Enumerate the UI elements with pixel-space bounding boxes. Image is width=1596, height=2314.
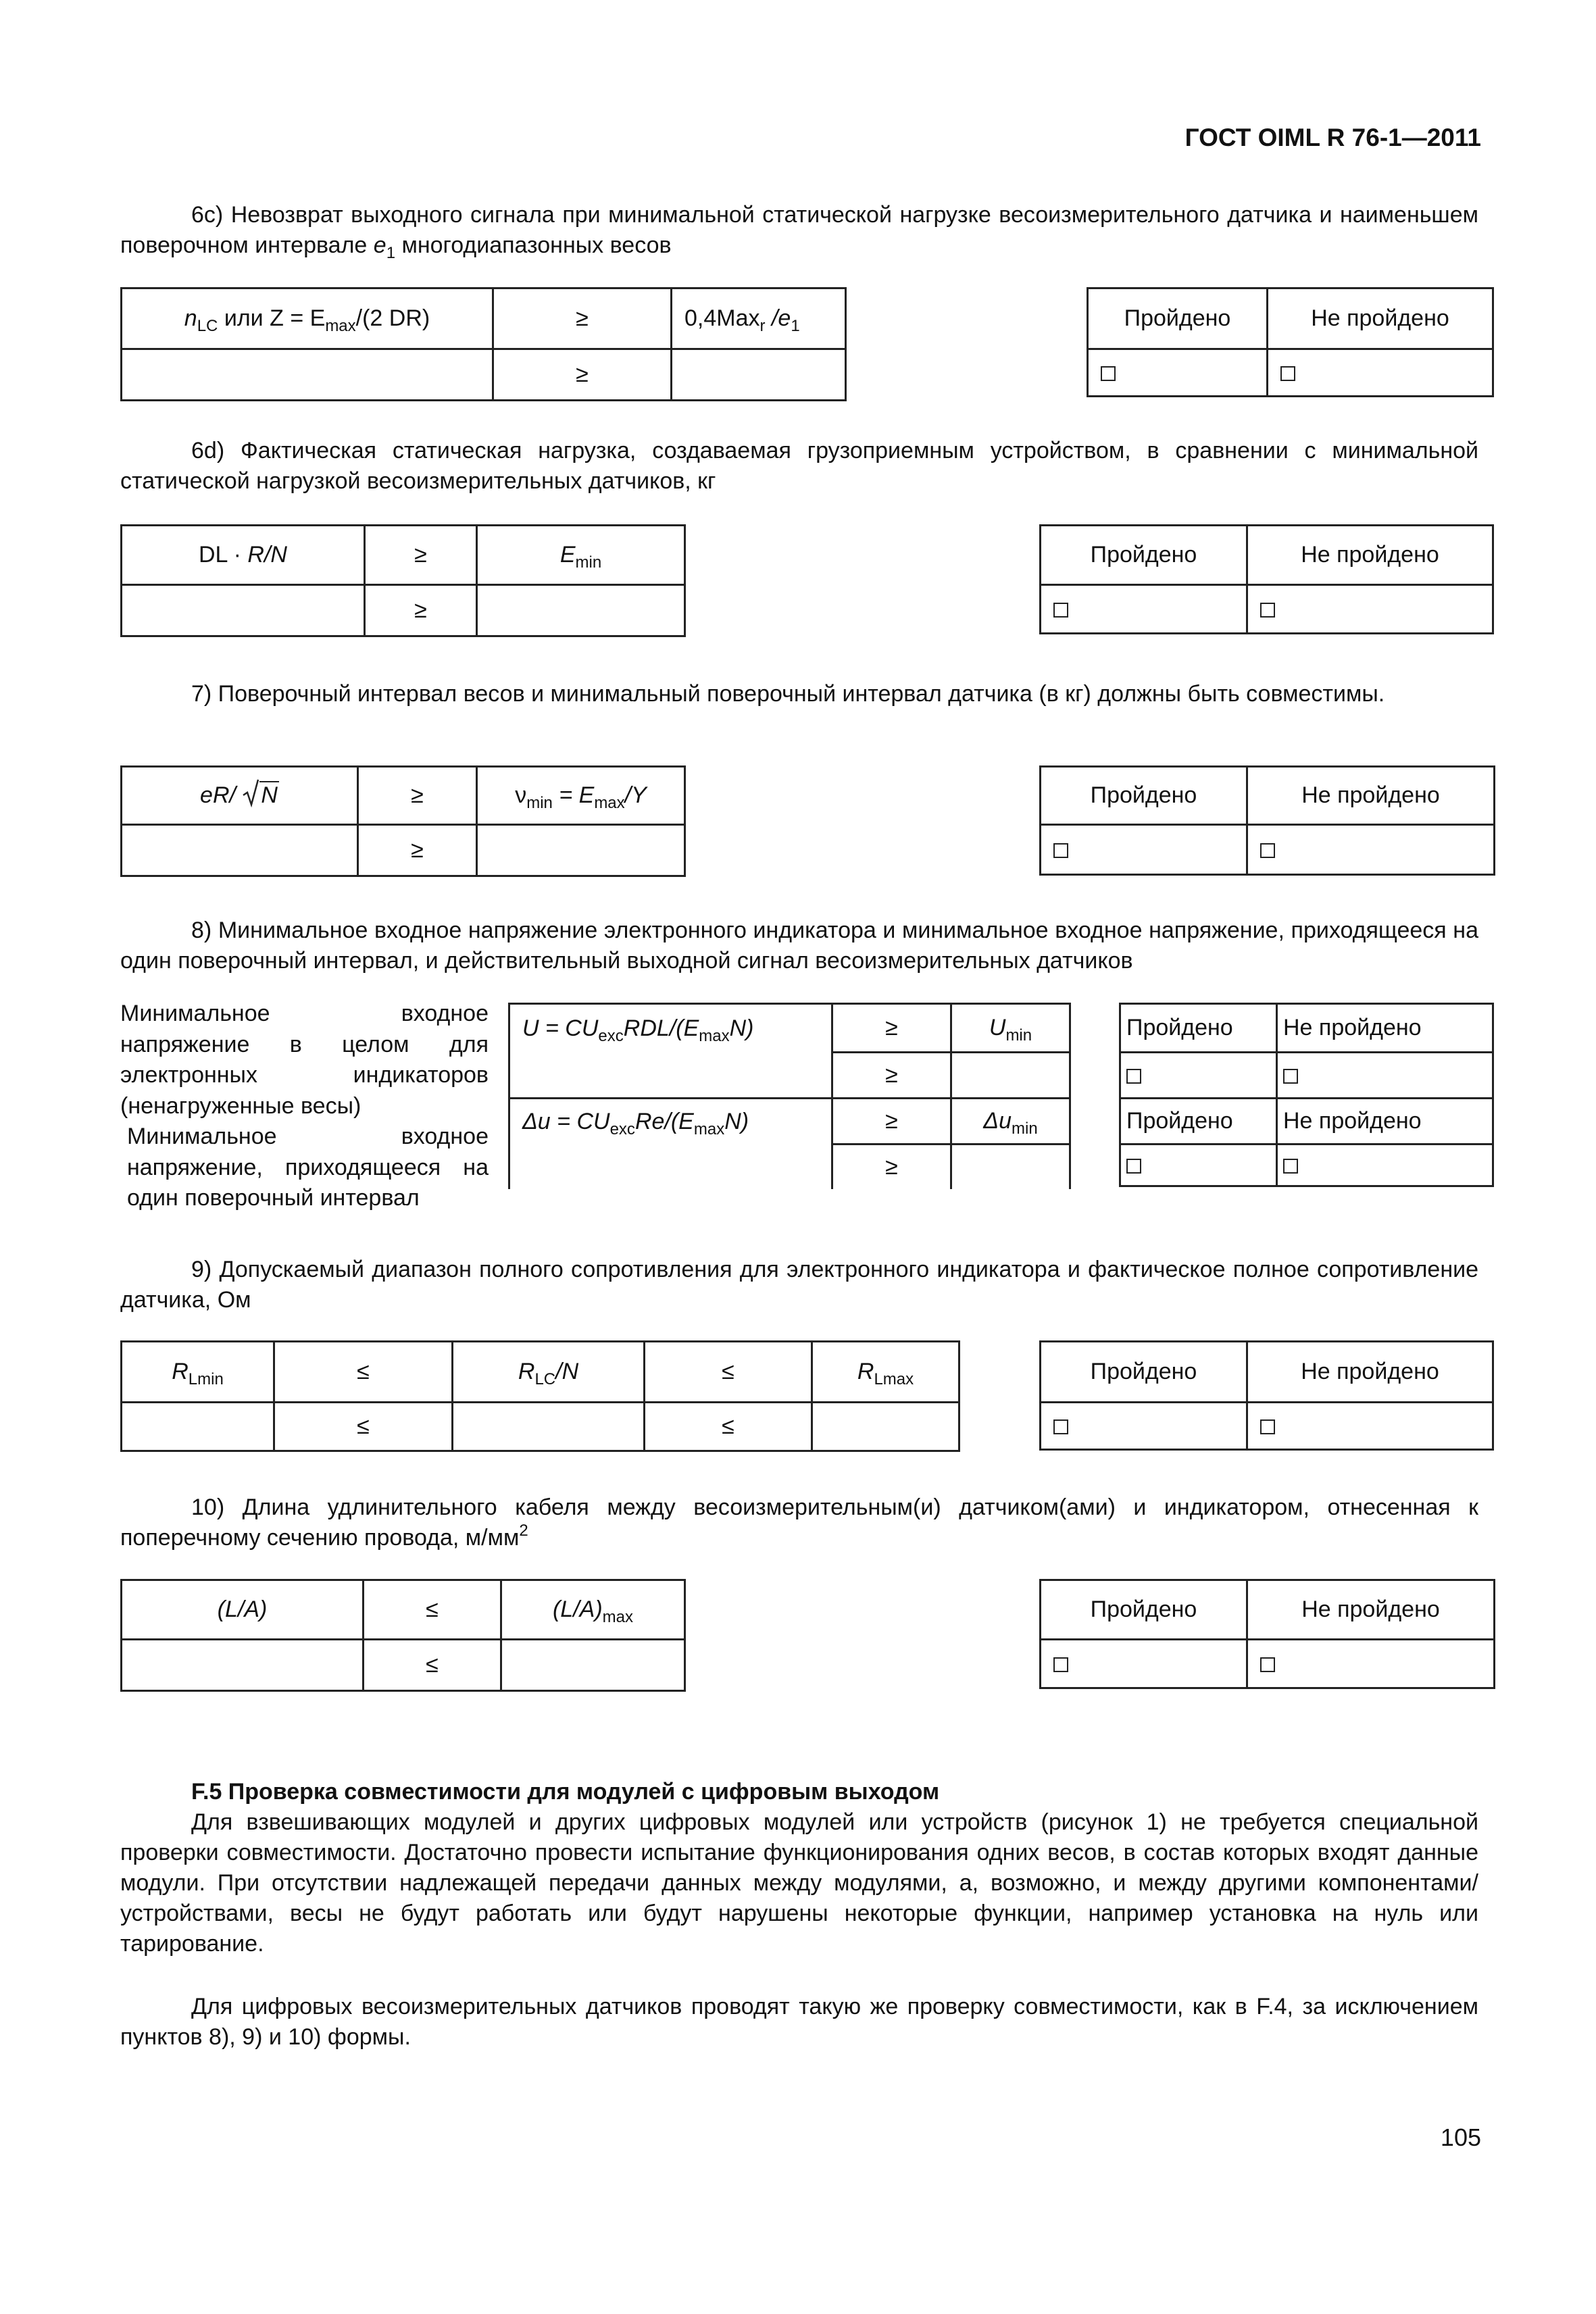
table-8-formula (508, 1003, 1071, 1189)
pass-label: Пройдено (1041, 767, 1247, 825)
fail-label: Не пройдено (1277, 1004, 1493, 1053)
section-6d-text: 6d) Фактическая статическая нагрузка, создаваемая грузоприемным устройством, в сравнении с минимальной статической нагрузкой весоизмерительных датчиков, кг (120, 438, 1478, 494)
table-10-result (1039, 1579, 1495, 1689)
formula-cell: $R_{LC}/N$ (453, 1342, 645, 1403)
le-sign: ≤ (274, 1403, 453, 1451)
le-sign: ≤ (364, 1640, 501, 1691)
fail-label: Не пройдено (1247, 526, 1493, 585)
section-8-labels (120, 999, 489, 1214)
value-input-cell[interactable] (122, 825, 358, 876)
table-7-result (1039, 765, 1495, 876)
ge-sign: ≥ (832, 1004, 951, 1053)
section-10-text: 10) Длина удлинительного кабеля между весоизмерительным(и) датчиком(ами) и индикатором, отнесенная к поперечному сечению провода, $м/мм^2$ (120, 1494, 1478, 1551)
le-sign: ≤ (645, 1342, 812, 1403)
value-input-cell[interactable] (951, 1145, 1070, 1189)
value-input-cell[interactable] (453, 1403, 645, 1451)
fail-checkbox-cell (1247, 825, 1495, 875)
table-8-result (1119, 1003, 1494, 1187)
fail-checkbox-cell (1247, 1640, 1495, 1688)
le-sign: ≤ (364, 1580, 501, 1640)
formula-cell: 0,4Max$_r$ $/e_1$ (672, 288, 846, 349)
fail-label: Не пройдено (1277, 1099, 1493, 1145)
fail-checkbox-cell (1277, 1145, 1493, 1186)
value-input-cell[interactable] (509, 1145, 832, 1189)
formula-cell: (L/A) (122, 1580, 364, 1640)
pass-label: Пройдено (1120, 1099, 1277, 1145)
checkbox[interactable] (1126, 1159, 1141, 1174)
ge-sign: ≥ (493, 288, 672, 349)
pass-checkbox-cell (1041, 1640, 1247, 1688)
checkbox[interactable] (1053, 843, 1068, 858)
checkbox[interactable] (1283, 1069, 1298, 1084)
section-6c-text: 6с) Невозврат выходного сигнала при минимальной статической нагрузке весоизмерительного датчика и наименьшем поверочном интервале $e_1$ многодиапазонных весов (120, 202, 1478, 262)
fail-checkbox-cell (1247, 585, 1493, 634)
formula-cell: $E_{min}$ (477, 526, 685, 585)
section-f5-paragraph-2: Для цифровых весоизмерительных датчиков проводят такую же проверку совместимости, как в F.4, за исключением пунктов 8), 9) и 10) формы. (120, 1994, 1478, 2050)
formula-cell: $\Delta u_{min}$ (951, 1099, 1070, 1145)
label-min-input-voltage: Минимальное входное напряжение в целом для электронных индикаторов (ненагруженные весы) (120, 1001, 489, 1119)
formula-cell: eR/ N (122, 767, 358, 825)
checkbox[interactable] (1260, 1419, 1275, 1434)
square-root-icon: N (242, 780, 279, 811)
checkbox[interactable] (1283, 1159, 1298, 1174)
value-input-cell[interactable] (509, 1053, 832, 1099)
checkbox[interactable] (1053, 1657, 1068, 1672)
formula-cell: $U = CU_{exc}RDL/(E_{max}N)$ (509, 1004, 832, 1053)
ge-sign: ≥ (358, 767, 477, 825)
le-sign: ≤ (645, 1403, 812, 1451)
fail-checkbox-cell (1277, 1053, 1493, 1099)
fail-label: Не пройдено (1268, 288, 1493, 349)
fail-label: Не пройдено (1247, 767, 1495, 825)
table-10-formula (120, 1579, 686, 1692)
ge-sign: ≥ (365, 526, 477, 585)
table-6c-formula (120, 287, 847, 401)
ge-sign: ≥ (832, 1053, 951, 1099)
pass-label: Пройдено (1041, 526, 1247, 585)
value-input-cell[interactable] (122, 349, 493, 401)
checkbox[interactable] (1260, 843, 1275, 858)
pass-checkbox-cell (1120, 1145, 1277, 1186)
ge-sign: ≥ (358, 825, 477, 876)
document-header: ГОСТ OIML R 76-1—2011 (1184, 124, 1481, 151)
label-min-input-voltage-per-interval: Минимальное входное напряжение, приходящееся на один поверочный интервал (127, 1124, 489, 1211)
formula-cell: $U_{min}$ (951, 1004, 1070, 1053)
value-input-cell[interactable] (477, 585, 685, 636)
pass-checkbox-cell (1041, 585, 1247, 634)
page-number: 105 (1440, 2123, 1481, 2151)
ge-sign: ≥ (493, 349, 672, 401)
checkbox[interactable] (1260, 1657, 1275, 1672)
section-7-text: 7) Поверочный интервал весов и минимальный поверочный интервал датчика (в кг) должны быть совместимы. (191, 681, 1385, 707)
ge-sign: ≥ (832, 1145, 951, 1189)
formula-cell: $R_{Lmax}$ (812, 1342, 959, 1403)
value-input-cell[interactable] (122, 1403, 274, 1451)
formula-cell: $\nu_{min} = E_{max}/Y$ (477, 767, 685, 825)
checkbox[interactable] (1053, 603, 1068, 618)
formula-cell: $\Delta u = CU_{exc}Re/(E_{max}N)$ (509, 1099, 832, 1145)
pass-label: Пройдено (1041, 1580, 1247, 1640)
fail-label: Не пройдено (1247, 1342, 1493, 1403)
checkbox[interactable] (1053, 1419, 1068, 1434)
fail-label: Не пройдено (1247, 1580, 1495, 1640)
value-input-cell[interactable] (122, 1640, 364, 1691)
table-9-formula (120, 1340, 960, 1452)
section-f5-paragraph-1: Для взвешивающих модулей и других цифровых модулей или устройств (рисунок 1) не требуется специальной проверки совместимости. Достаточно провести испытание функционирования одних весов, в состав которых входят данные модули. При отсутствии надлежащей передачи данных между модулями, а, возможно, и между другими компонентами/ устройствами, весы не будут работать или будут нарушены некоторые функции, например установка на нуль или тарирование. (120, 1809, 1478, 1957)
value-input-cell[interactable] (477, 825, 685, 876)
table-7-formula (120, 765, 686, 877)
pass-label: Пройдено (1120, 1004, 1277, 1053)
checkbox[interactable] (1280, 366, 1295, 381)
checkbox[interactable] (1126, 1069, 1141, 1084)
section-f5-heading: F.5 Проверка совместимости для модулей с цифровым выходом (191, 1779, 940, 1805)
pass-checkbox-cell (1041, 1403, 1247, 1450)
table-9-result (1039, 1340, 1494, 1451)
ge-sign: ≥ (832, 1099, 951, 1145)
pass-checkbox-cell (1088, 349, 1268, 397)
value-input-cell[interactable] (812, 1403, 959, 1451)
fail-checkbox-cell (1247, 1403, 1493, 1450)
section-9-text: 9) Допускаемый диапазон полного сопротивления для электронного индикатора и фактическое полное сопротивление датчика, Ом (120, 1257, 1478, 1313)
formula-cell: $R_{Lmin}$ (122, 1342, 274, 1403)
pass-label: Пройдено (1088, 288, 1268, 349)
pass-checkbox-cell (1041, 825, 1247, 875)
section-8-text: 8) Минимальное входное напряжение электронного индикатора и минимальное входное напряжение, приходящееся на один поверочный интервал, и действительный выходной сигнал весоизмерительных датчиков (120, 917, 1478, 974)
pass-label: Пройдено (1041, 1342, 1247, 1403)
value-input-cell[interactable] (951, 1053, 1070, 1099)
checkbox[interactable] (1260, 603, 1275, 618)
value-input-cell[interactable] (501, 1640, 685, 1691)
value-input-cell[interactable] (672, 349, 846, 401)
table-6c-result (1087, 287, 1494, 397)
ge-sign: ≥ (365, 585, 477, 636)
formula-cell: $n_{LC}$ или $Z = E_{max}/(2$ DR) (122, 288, 493, 349)
pass-checkbox-cell (1120, 1053, 1277, 1099)
formula-cell: $(L/A)_{max}$ (501, 1580, 685, 1640)
table-6d-formula (120, 524, 686, 637)
value-input-cell[interactable] (122, 585, 365, 636)
formula-cell: DL · R/N (122, 526, 365, 585)
le-sign: ≤ (274, 1342, 453, 1403)
fail-checkbox-cell (1268, 349, 1493, 397)
checkbox[interactable] (1101, 366, 1116, 381)
table-6d-result (1039, 524, 1494, 634)
